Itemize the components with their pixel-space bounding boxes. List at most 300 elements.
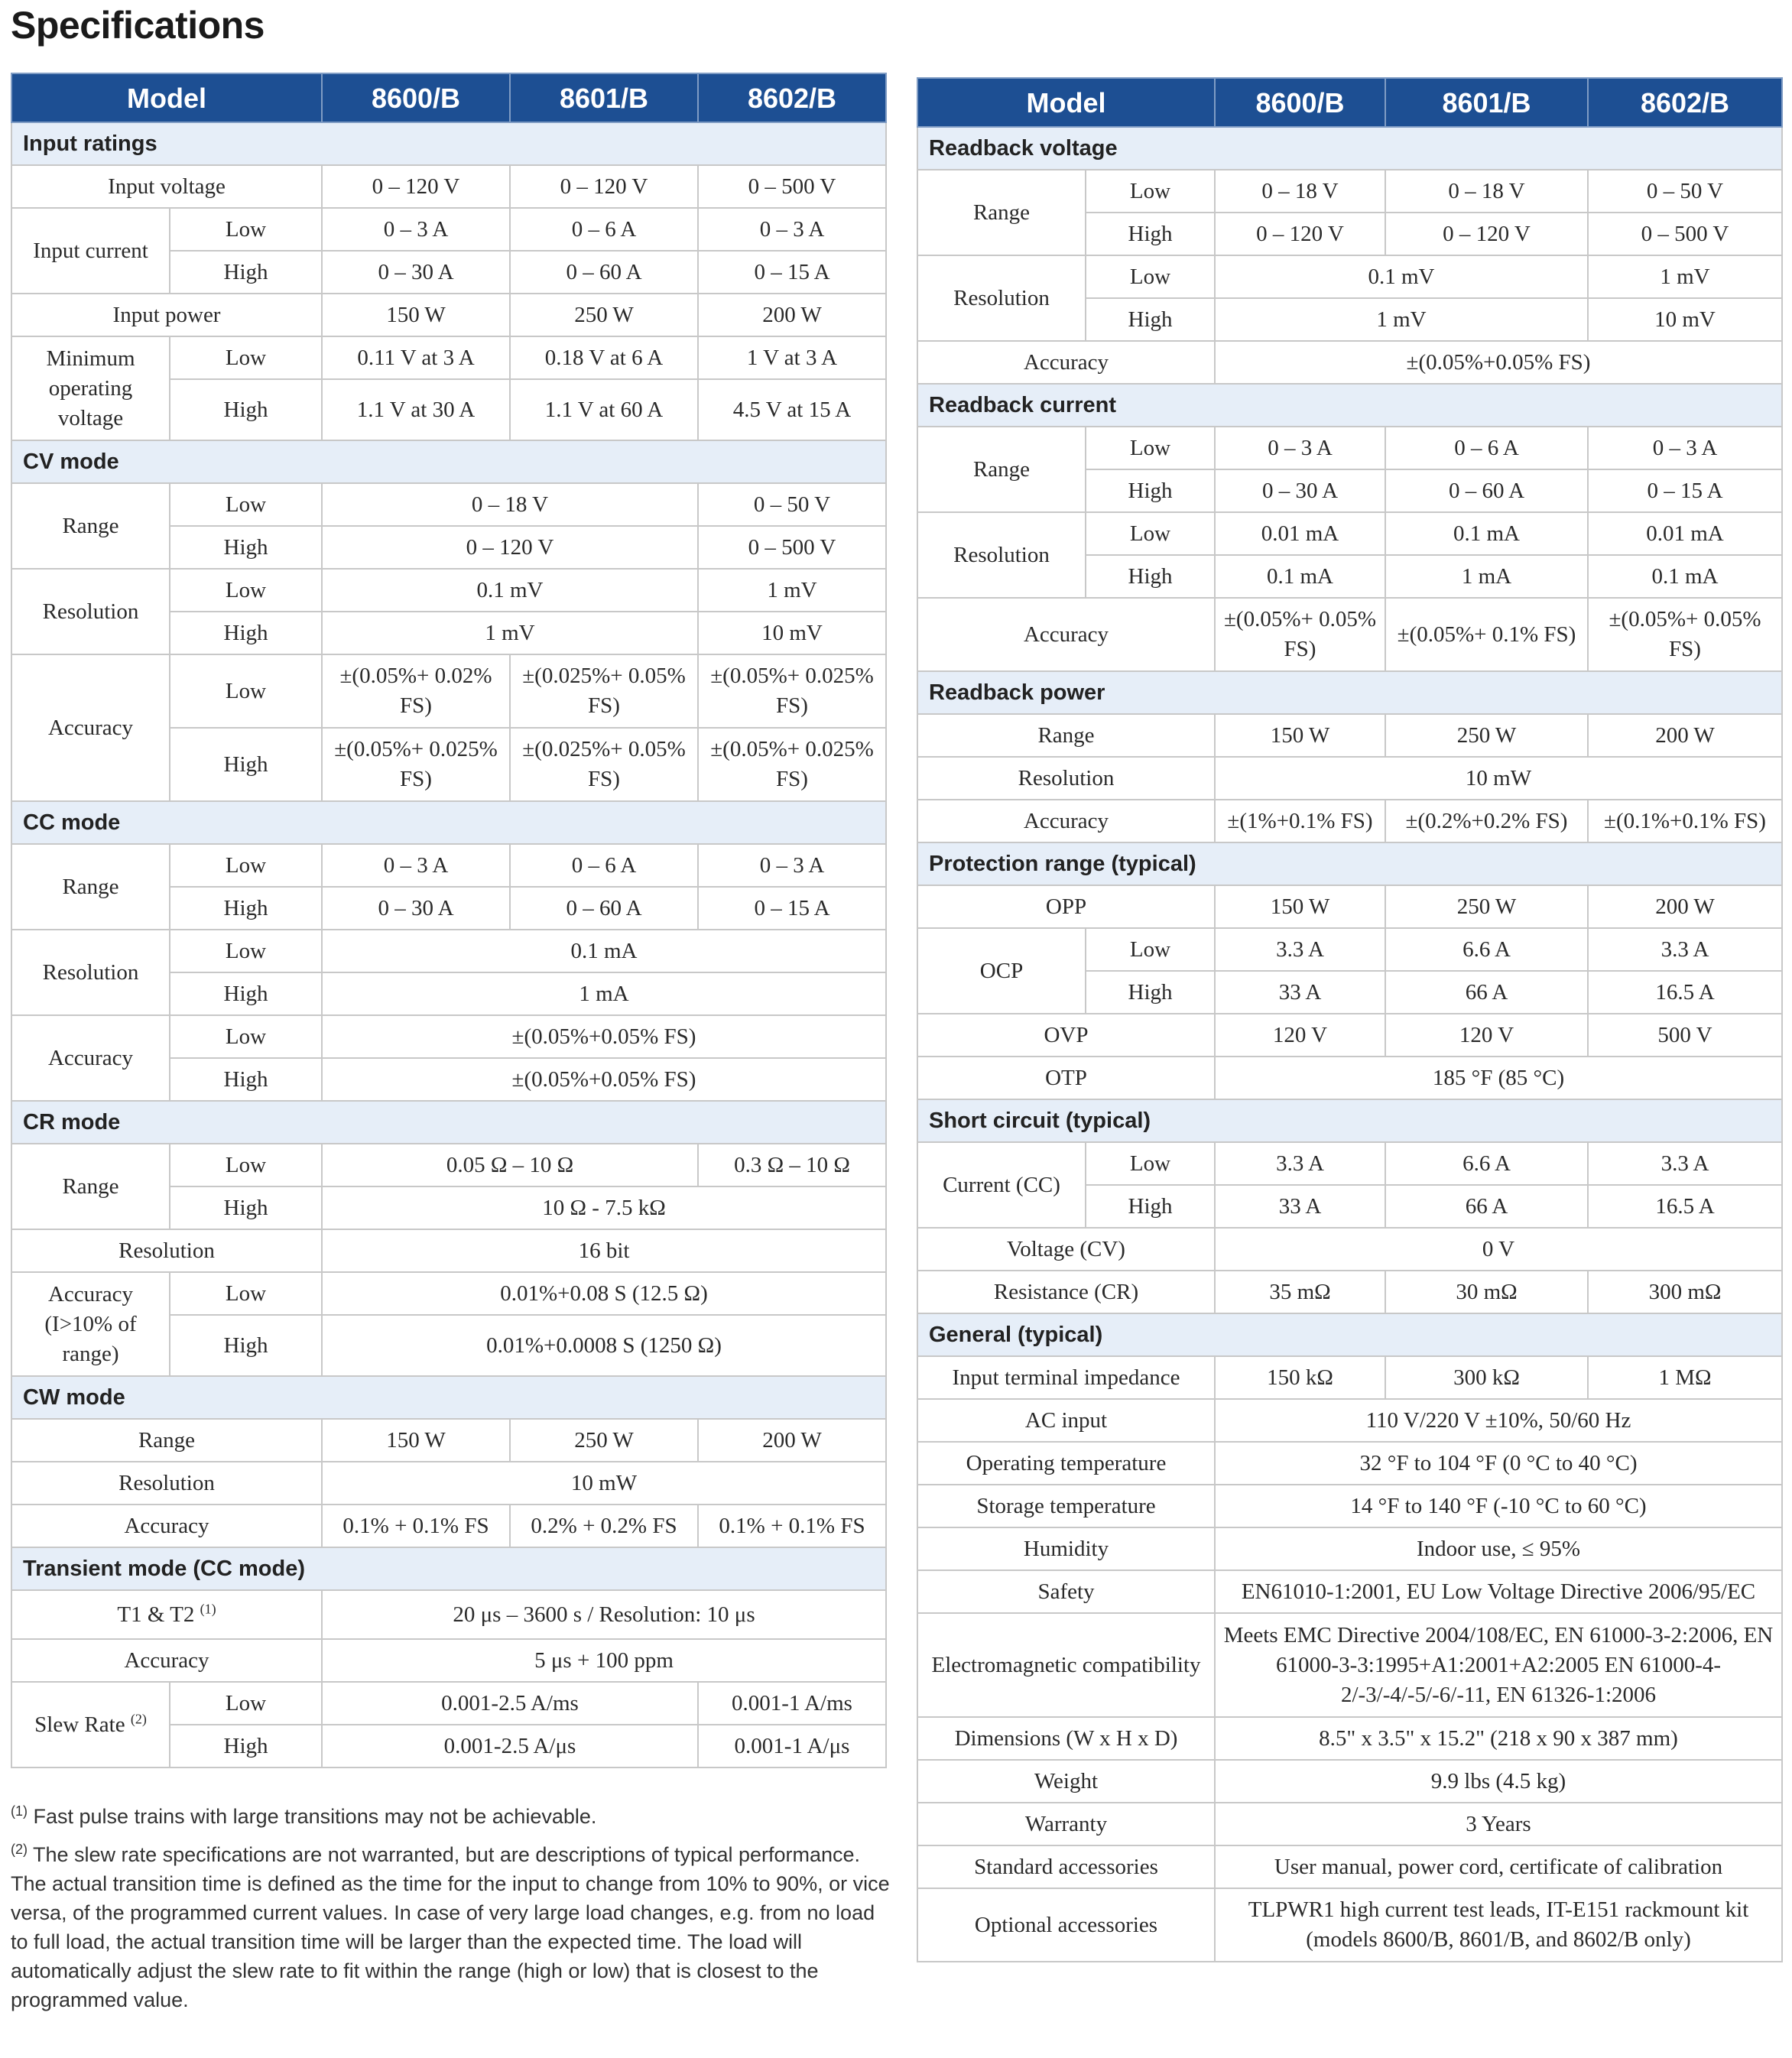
cell-text: 0 – 60 A — [566, 895, 642, 920]
spec-row — [11, 1144, 886, 1186]
spec-cell — [510, 654, 698, 728]
cell-text: Resolution — [42, 959, 139, 985]
cell-text: ±(0.05%+ 0.025% FS) — [710, 737, 874, 791]
cell-text: 0.2% + 0.2% FS — [531, 1513, 677, 1538]
spec-table-right — [917, 77, 1783, 1962]
spec-row — [11, 294, 886, 336]
cell-text: Low — [225, 1152, 267, 1177]
cell-text: 0.001-1 A/ms — [732, 1690, 852, 1716]
spec-cell — [1215, 298, 1588, 341]
cell-text: Resolution — [118, 1470, 215, 1495]
spec-cell — [917, 1442, 1215, 1485]
spec-row — [11, 1682, 886, 1725]
header-model: Model — [917, 78, 1215, 127]
cell-text: 0 – 500 V — [748, 534, 836, 560]
cell-text: 6.6 A — [1462, 936, 1511, 962]
section-row-cw-mode — [11, 1376, 886, 1419]
spec-cell — [322, 569, 698, 612]
cell-text: Range — [138, 1427, 196, 1453]
cell-text: 32 °F to 104 °F (0 °C to 40 °C) — [1359, 1450, 1638, 1475]
spec-cell — [698, 569, 886, 612]
spec-cell — [1588, 255, 1782, 298]
spec-cell — [1588, 928, 1782, 971]
cell-text: ±(0.05%+ 0.025% FS) — [710, 664, 874, 718]
spec-cell — [698, 336, 886, 379]
cell-text: Low — [225, 938, 267, 963]
cell-text: High — [1128, 563, 1173, 589]
spec-cell — [170, 379, 322, 440]
cell-text: Range — [62, 513, 119, 538]
spec-cell — [1588, 1185, 1782, 1228]
cell-text: 120 V — [1459, 1022, 1514, 1047]
header-8602b: 8602/B — [698, 73, 886, 122]
spec-cell — [1086, 971, 1215, 1014]
spec-row — [11, 1419, 886, 1462]
spec-cell — [1385, 800, 1588, 842]
spec-cell — [1588, 598, 1782, 671]
spec-row — [11, 1639, 886, 1682]
cell-text: 0.1 mA — [570, 938, 638, 963]
cell-text: Range — [1037, 722, 1095, 748]
cell-text: Range — [62, 1173, 119, 1199]
header-model: Model — [11, 73, 322, 122]
cell-text: 0 – 50 V — [753, 492, 831, 517]
cell-text: ±(0.05%+0.05% FS) — [511, 1066, 696, 1092]
spec-cell — [322, 1505, 510, 1547]
spec-cell — [1385, 555, 1588, 598]
spec-cell — [170, 526, 322, 569]
spec-row — [917, 1570, 1782, 1613]
spec-cell — [322, 208, 510, 251]
section-title: CC mode — [11, 801, 886, 844]
spec-cell — [1215, 555, 1385, 598]
spec-cell — [170, 887, 322, 930]
spec-cell — [1086, 469, 1215, 512]
spec-cell — [1086, 512, 1215, 555]
cell-text: Current (CC) — [943, 1172, 1060, 1197]
spec-cell — [510, 165, 698, 208]
cell-text: 0.01%+0.08 S (12.5 Ω) — [500, 1281, 708, 1306]
cell-text: 0 – 500 V — [748, 174, 836, 199]
spec-cell — [322, 165, 510, 208]
cell-text: Resistance (CR) — [993, 1279, 1139, 1304]
spec-cell — [1086, 255, 1215, 298]
spec-row — [917, 341, 1782, 384]
header-row — [11, 73, 886, 122]
spec-cell — [1385, 885, 1588, 928]
header-row — [917, 78, 1782, 127]
spec-cell — [11, 1272, 170, 1376]
section-row-cc-mode — [11, 801, 886, 844]
spec-row — [11, 1462, 886, 1505]
spec-cell — [322, 1462, 886, 1505]
spec-cell — [11, 1144, 170, 1229]
cell-text: Storage temperature — [976, 1493, 1156, 1518]
cell-text: 3.3 A — [1661, 936, 1709, 962]
cell-text: ±(0.05%+ 0.1% FS) — [1397, 622, 1576, 647]
spec-cell — [917, 255, 1086, 341]
spec-cell — [917, 800, 1215, 842]
cell-text: Range — [62, 874, 119, 899]
footnote-1 — [11, 1802, 890, 1831]
spec-cell — [1385, 1271, 1588, 1313]
cell-text: 0 – 3 A — [759, 216, 825, 242]
cell-text: 250 W — [1456, 722, 1517, 748]
spec-row — [917, 1888, 1782, 1962]
cell-text: 0.1 mA — [1651, 563, 1719, 589]
spec-cell — [170, 1015, 322, 1058]
cell-text: 0 – 3 A — [383, 216, 449, 242]
cell-text: Optional accessories — [974, 1912, 1158, 1937]
spec-cell — [322, 251, 510, 294]
cell-text: High — [223, 981, 268, 1006]
spec-cell — [1215, 1014, 1385, 1057]
cell-text: High — [223, 259, 268, 284]
spec-row — [11, 165, 886, 208]
cell-text: Humidity — [1023, 1536, 1109, 1561]
footnote-ref: (2) — [130, 1710, 147, 1726]
spec-cell — [170, 1058, 322, 1101]
section-title: Short circuit (typical) — [917, 1099, 1782, 1142]
spec-cell — [322, 612, 698, 654]
spec-cell — [698, 728, 886, 801]
cell-text: AC input — [1024, 1407, 1108, 1433]
spec-cell — [1215, 512, 1385, 555]
cell-text: ±(0.025%+ 0.05% FS) — [522, 737, 686, 791]
cell-text: ±(0.1%+0.1% FS) — [1604, 808, 1766, 833]
spec-cell — [698, 1144, 886, 1186]
spec-cell — [1385, 928, 1588, 971]
spec-row — [11, 569, 886, 612]
section-title: Transient mode (CC mode) — [11, 1547, 886, 1590]
cell-text: 150 W — [1270, 894, 1330, 919]
spec-cell — [1215, 1888, 1782, 1962]
header-8602b: 8602/B — [1588, 78, 1782, 127]
spec-cell — [1588, 1014, 1782, 1057]
cell-text: 0.01%+0.0008 S (1250 Ω) — [486, 1333, 722, 1358]
spec-cell — [170, 1725, 322, 1767]
cell-text: High — [223, 397, 268, 422]
spec-cell — [917, 1717, 1215, 1760]
spec-cell — [1588, 469, 1782, 512]
spec-table-left-body — [11, 122, 886, 1767]
cell-text: 16 bit — [578, 1238, 630, 1263]
page-title: Specifications — [11, 4, 265, 47]
spec-table-left — [11, 73, 887, 1768]
cell-text: 0 – 120 V — [466, 534, 554, 560]
cell-text: 110 V/220 V ±10%, 50/60 Hz — [1365, 1407, 1631, 1433]
section-row-general-typical — [917, 1313, 1782, 1356]
footnote-text: Fast pulse trains with large transitions may not be achievable. — [33, 1805, 597, 1828]
spec-cell — [1588, 213, 1782, 255]
cell-text: 250 W — [1456, 894, 1517, 919]
spec-cell — [1588, 1142, 1782, 1185]
spec-cell — [322, 1272, 886, 1315]
cell-text: 120 V — [1272, 1022, 1328, 1047]
cell-text: 250 W — [574, 302, 634, 327]
cell-text: 0 – 120 V — [372, 174, 460, 199]
cell-text: Accuracy (I>10% of range) — [44, 1281, 137, 1366]
spec-cell — [11, 569, 170, 654]
section-row-short-circuit-typical — [917, 1099, 1782, 1142]
cell-text: Weight — [1034, 1768, 1099, 1793]
cell-text: 0 – 3 A — [1268, 435, 1333, 460]
section-row-cr-mode — [11, 1101, 886, 1144]
spec-cell — [1215, 598, 1385, 671]
spec-cell — [510, 208, 698, 251]
spec-cell — [917, 1760, 1215, 1803]
spec-row — [917, 427, 1782, 469]
cell-text: T1 & T2 — [117, 1602, 195, 1627]
spec-cell — [1588, 427, 1782, 469]
spec-cell — [1215, 1613, 1782, 1717]
cell-text: Standard accessories — [974, 1854, 1158, 1879]
spec-row — [917, 1356, 1782, 1399]
section-title: CR mode — [11, 1101, 886, 1144]
spec-cell — [1215, 213, 1385, 255]
cell-text: Slew Rate — [34, 1712, 125, 1737]
spec-row — [11, 844, 886, 887]
cell-text: 3.3 A — [1661, 1151, 1709, 1176]
spec-cell — [170, 1186, 322, 1229]
cell-text: ±(0.025%+ 0.05% FS) — [522, 664, 686, 718]
spec-cell — [1588, 170, 1782, 213]
cell-text: Low — [1129, 1151, 1171, 1176]
spec-cell — [1215, 1442, 1782, 1485]
section-title: Readback current — [917, 384, 1782, 427]
spec-cell — [322, 1315, 886, 1376]
spec-cell — [1588, 298, 1782, 341]
spec-row — [917, 1014, 1782, 1057]
cell-text: Accuracy — [1023, 622, 1109, 647]
cell-text: Low — [225, 678, 267, 703]
spec-cell — [1086, 298, 1215, 341]
cell-text: Range — [972, 200, 1031, 225]
cell-text: Low — [225, 1024, 267, 1049]
cell-text: TLPWR1 high current test leads, IT-E151 rackmount kit (models 8600/B, 8601/B, and 8602/B only) — [1248, 1897, 1749, 1952]
section-row-input-ratings — [11, 122, 886, 165]
cell-text: Minimum operating voltage — [46, 346, 135, 430]
spec-cell — [1215, 1803, 1782, 1845]
cell-text: ±(0.05%+0.05% FS) — [1406, 349, 1591, 375]
cell-text: ±(0.05%+ 0.025% FS) — [334, 737, 498, 791]
spec-cell — [698, 887, 886, 930]
cell-text: 0.3 Ω – 10 Ω — [734, 1152, 850, 1177]
spec-cell — [917, 598, 1215, 671]
section-title: Readback power — [917, 671, 1782, 714]
cell-text: Resolution — [953, 542, 1050, 567]
spec-cell — [1215, 928, 1385, 971]
cell-text: Input voltage — [108, 174, 226, 199]
cell-text: ±(0.05%+ 0.05% FS) — [1609, 607, 1761, 661]
cell-text: Resolution — [42, 599, 139, 624]
cell-text: 0 – 18 V — [1261, 178, 1339, 203]
spec-cell — [322, 1144, 698, 1186]
cell-text: 0 – 3 A — [759, 852, 825, 878]
cell-text: 0.18 V at 6 A — [544, 345, 664, 370]
spec-row — [917, 1057, 1782, 1099]
spec-cell — [917, 885, 1215, 928]
spec-cell — [1215, 800, 1385, 842]
cell-text: 0 – 30 A — [378, 259, 454, 284]
spec-cell — [1215, 971, 1385, 1014]
spec-cell — [322, 1186, 886, 1229]
cell-text: Range — [972, 456, 1031, 482]
spec-row — [11, 336, 886, 379]
spec-cell — [698, 654, 886, 728]
cell-text: Low — [1129, 521, 1171, 546]
spec-cell — [11, 930, 170, 1015]
spec-cell — [917, 1527, 1215, 1570]
cell-text: 20 μs – 3600 s / Resolution: 10 μs — [453, 1602, 755, 1627]
spec-cell — [170, 972, 322, 1015]
spec-row — [917, 885, 1782, 928]
spec-row — [917, 757, 1782, 800]
cell-text: 0 – 3 A — [383, 852, 449, 878]
cell-text: 1.1 V at 60 A — [544, 397, 664, 422]
cell-text: High — [223, 1733, 268, 1758]
spec-cell — [1086, 427, 1215, 469]
spec-cell — [917, 1356, 1215, 1399]
cell-text: ±(0.05%+ 0.05% FS) — [1224, 607, 1376, 661]
spec-row — [917, 1717, 1782, 1760]
spec-cell — [1215, 714, 1385, 757]
spec-cell — [917, 714, 1215, 757]
spec-cell — [170, 1272, 322, 1315]
spec-cell — [11, 1015, 170, 1101]
spec-cell — [322, 336, 510, 379]
spec-cell — [1385, 1185, 1588, 1228]
cell-text: 200 W — [1655, 894, 1715, 919]
spec-cell — [1215, 1527, 1782, 1570]
cell-text: High — [223, 751, 268, 777]
spec-cell — [1215, 1356, 1385, 1399]
cell-text: High — [1128, 221, 1173, 246]
header-8601b: 8601/B — [510, 73, 698, 122]
cell-text: ±(1%+0.1% FS) — [1227, 808, 1373, 833]
section-row-readback-current — [917, 384, 1782, 427]
spec-cell — [1215, 1760, 1782, 1803]
cell-text: 9.9 lbs (4.5 kg) — [1430, 1768, 1566, 1793]
cell-text: 0 – 120 V — [1256, 221, 1344, 246]
cell-text: 10 mV — [761, 620, 823, 645]
spec-cell — [1385, 971, 1588, 1014]
section-row-transient-mode-cc-mode — [11, 1547, 886, 1590]
spec-cell — [510, 1505, 698, 1547]
cell-text: 0 – 120 V — [1443, 221, 1531, 246]
cell-text: Resolution — [1018, 765, 1115, 790]
cell-text: 0.1 mA — [1453, 521, 1520, 546]
spec-cell — [322, 1639, 886, 1682]
cell-text: 3.3 A — [1276, 1151, 1324, 1176]
spec-cell — [1215, 469, 1385, 512]
spec-row — [917, 512, 1782, 555]
cell-text: 0.001-2.5 A/ms — [441, 1690, 579, 1716]
spec-cell — [917, 1057, 1215, 1099]
spec-cell — [322, 379, 510, 440]
spec-cell — [322, 1590, 886, 1639]
spec-cell — [510, 336, 698, 379]
cell-text: Accuracy — [1023, 349, 1109, 375]
cell-text: High — [1128, 979, 1173, 1005]
cell-text: Low — [1129, 178, 1171, 203]
section-title: Protection range (typical) — [917, 842, 1782, 885]
cell-text: 0 – 120 V — [560, 174, 648, 199]
cell-text: Low — [225, 216, 267, 242]
spec-row — [917, 1803, 1782, 1845]
spec-cell — [11, 165, 322, 208]
footnote-mark: (2) — [11, 1842, 28, 1857]
spec-cell — [1215, 1057, 1782, 1099]
spec-cell — [170, 1144, 322, 1186]
spec-cell — [11, 294, 322, 336]
cell-text: Accuracy — [124, 1513, 209, 1538]
spec-cell — [917, 1613, 1215, 1717]
spec-cell — [1385, 170, 1588, 213]
spec-cell — [917, 757, 1215, 800]
spec-row — [917, 598, 1782, 671]
footnote-ref: (1) — [200, 1600, 216, 1616]
section-row-cv-mode — [11, 440, 886, 483]
spec-cell — [698, 379, 886, 440]
spec-cell — [1215, 1845, 1782, 1888]
cell-text: ±(0.2%+0.2% FS) — [1405, 808, 1568, 833]
cell-text: High — [223, 1333, 268, 1358]
spec-cell — [322, 887, 510, 930]
cell-text: 0 – 15 A — [754, 895, 830, 920]
cell-text: OPP — [1045, 894, 1087, 919]
spec-cell — [170, 336, 322, 379]
spec-cell — [1385, 427, 1588, 469]
spec-cell — [698, 165, 886, 208]
spec-cell — [917, 1803, 1215, 1845]
spec-cell — [1215, 1185, 1385, 1228]
cell-text: 1 V at 3 A — [746, 345, 838, 370]
section-title: Readback voltage — [917, 127, 1782, 170]
spec-cell — [510, 379, 698, 440]
cell-text: 0 – 6 A — [571, 852, 637, 878]
cell-text: High — [223, 620, 268, 645]
cell-text: Low — [225, 492, 267, 517]
spec-row — [917, 1613, 1782, 1717]
cell-text: 0.01 mA — [1261, 521, 1339, 546]
cell-text: 0 V — [1482, 1236, 1515, 1261]
spec-cell — [322, 972, 886, 1015]
section-row-readback-voltage — [917, 127, 1782, 170]
spec-cell — [510, 887, 698, 930]
cell-text: 500 V — [1657, 1022, 1712, 1047]
spec-cell — [1215, 255, 1588, 298]
spec-row — [11, 1590, 886, 1639]
cell-text: 0 – 30 A — [378, 895, 454, 920]
spec-cell — [510, 294, 698, 336]
spec-cell — [1588, 714, 1782, 757]
spec-cell — [11, 654, 170, 801]
cell-text: 66 A — [1465, 979, 1508, 1005]
spec-row — [917, 1271, 1782, 1313]
cell-text: 0.1 mV — [1368, 264, 1435, 289]
cell-text: Low — [225, 577, 267, 602]
spec-cell — [510, 1419, 698, 1462]
spec-cell — [11, 483, 170, 569]
spec-cell — [1385, 213, 1588, 255]
cell-text: 0.01 mA — [1646, 521, 1724, 546]
spec-cell — [1215, 170, 1385, 213]
spec-cell — [698, 483, 886, 526]
spec-cell — [917, 1485, 1215, 1527]
spec-cell — [698, 844, 886, 887]
spec-cell — [1215, 1399, 1782, 1442]
